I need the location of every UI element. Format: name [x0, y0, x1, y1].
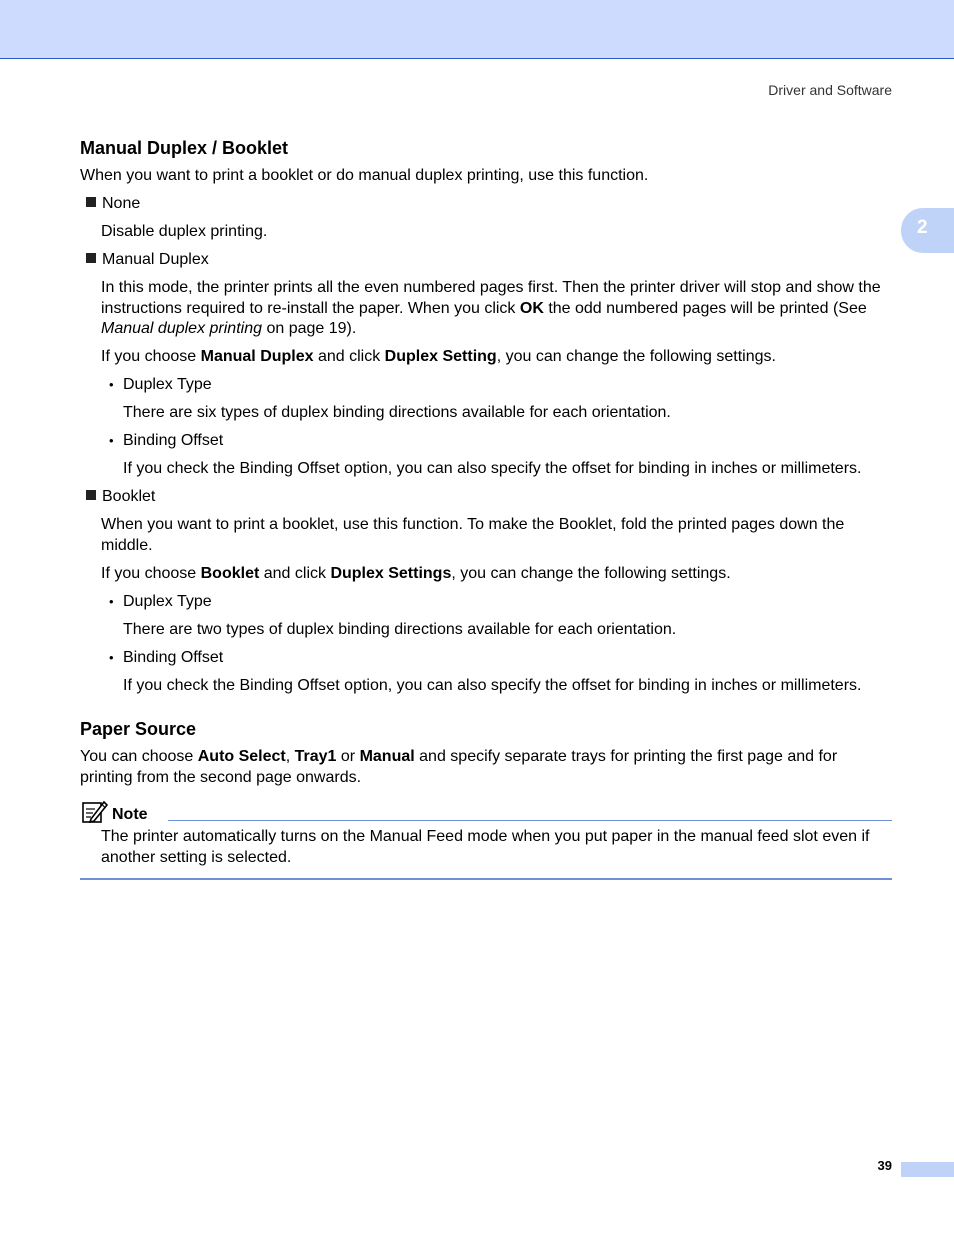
bullet-dot-icon: • — [109, 649, 114, 665]
chapter-tab — [901, 208, 954, 253]
sub-item-description: If you check the Binding Offset option, you can also specify the offset for binding in inches or millimeters. — [123, 676, 862, 694]
list-item-booklet — [86, 487, 892, 508]
square-bullet-icon — [86, 490, 96, 500]
booklet-description: When you want to print a booklet, use this function. To make the Booklet, fold the printed pages down the middle. — [101, 516, 845, 554]
note-rule — [168, 820, 892, 821]
sub-item-description: If you check the Binding Offset option, you can also specify the offset for binding in inches or millimeters. — [123, 460, 862, 477]
page-content — [80, 137, 892, 880]
none-description: Disable duplex printing. — [101, 223, 268, 240]
list-item-manual-duplex — [86, 250, 892, 271]
note-label: Note — [112, 806, 148, 823]
section-intro: When you want to print a booklet or do manual duplex printing, use this function. — [80, 167, 649, 184]
running-head: Driver and Software — [768, 82, 892, 98]
section-title-manual-duplex: Manual Duplex / Booklet — [80, 138, 289, 158]
page-number-bar — [901, 1162, 954, 1177]
note-box — [80, 800, 892, 880]
square-bullet-icon — [86, 253, 96, 263]
bullet-dot-icon: • — [109, 433, 114, 448]
list-item-none — [86, 194, 892, 215]
sub-item-description: There are six types of duplex binding directions available for each orientation. — [123, 404, 671, 421]
sub-item-duplex-type — [109, 592, 892, 613]
list-item-label: Manual Duplex — [102, 251, 209, 268]
sub-item-label: Binding Offset — [123, 648, 224, 666]
note-pencil-icon — [82, 800, 108, 824]
paper-source-text: You can choose Auto Select, Tray1 or Manual and specify separate trays for printing the first page and for printing from the second page onwards. — [80, 748, 838, 786]
sub-item-duplex-type — [109, 375, 892, 396]
sub-item-binding-offset — [109, 648, 892, 669]
manual-duplex-settings-text: If you choose Manual Duplex and click Duplex Setting, you can change the following settings. — [101, 348, 776, 365]
cross-reference: Manual duplex printing — [101, 320, 262, 337]
manual-duplex-description: In this mode, the printer prints all the even numbered pages first. Then the printer driver will stop and show the instructions required to re-install the paper. When you click OK the odd numbered pages will be printed (See Manual duplex printing on page 19). — [101, 279, 881, 337]
sub-item-label: Duplex Type — [123, 376, 212, 393]
section-title-paper-source: Paper Source — [80, 719, 197, 739]
list-item-label: None — [102, 195, 141, 212]
square-bullet-icon — [86, 197, 96, 207]
note-header — [80, 800, 892, 824]
page-number: 39 — [877, 1158, 892, 1173]
chapter-number: 2 — [917, 217, 928, 238]
top-header-band — [0, 0, 954, 59]
bullet-dot-icon: • — [109, 377, 114, 392]
booklet-settings-text: If you choose Booklet and click Duplex Settings, you can change the following settings. — [101, 564, 731, 582]
note-body: The printer automatically turns on the Manual Feed mode when you put paper in the manual feed slot even if another setting is selected. — [101, 828, 870, 866]
list-item-label: Booklet — [102, 488, 156, 505]
sub-item-description: There are two types of duplex binding directions available for each orientation. — [123, 620, 677, 638]
sub-item-label: Duplex Type — [123, 592, 212, 610]
sub-item-label: Binding Offset — [123, 432, 224, 449]
sub-item-binding-offset — [109, 431, 892, 452]
bullet-dot-icon: • — [109, 593, 114, 609]
note-bottom-rule — [80, 878, 892, 880]
